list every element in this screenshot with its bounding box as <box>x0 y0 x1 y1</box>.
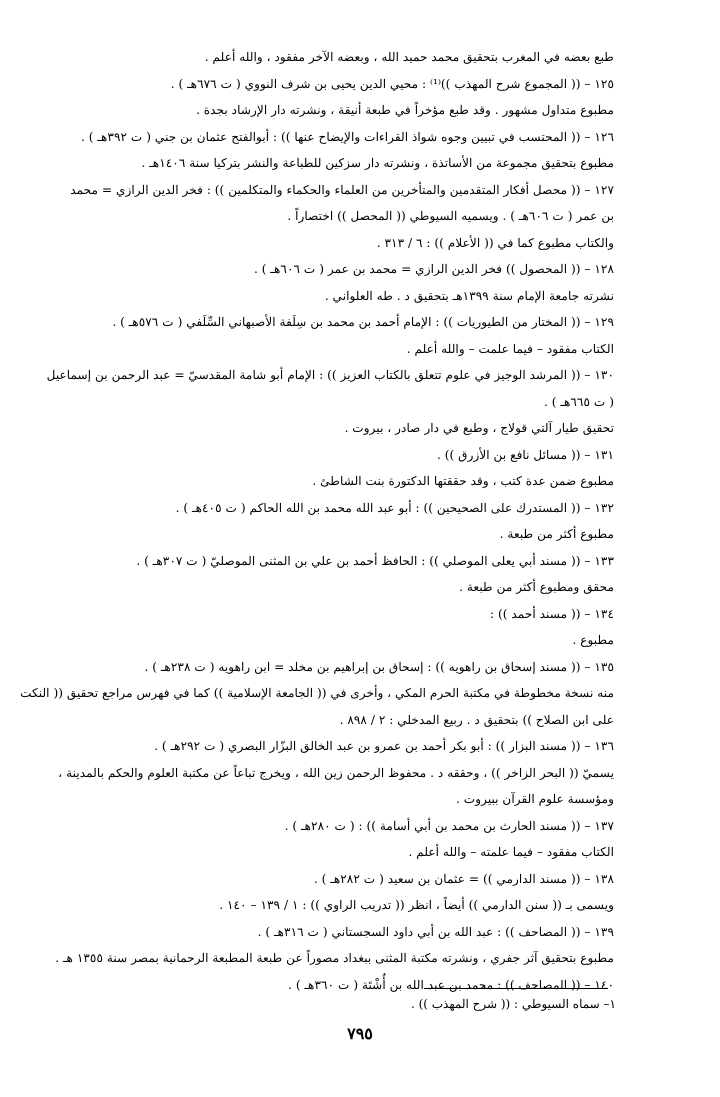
text-line: نشرته جامعة الإمام سنة ١٣٩٩هـ بتحقيق د . طه العلواني . <box>324 288 614 303</box>
page-number: ٧٩٥ <box>347 1024 373 1043</box>
text-line: والكتاب مطبوع كما في (( الأعلام )) : ٦ / ٣١٣ . <box>376 235 614 250</box>
text-line: ومؤسسة علوم القرآن ببيروت . <box>455 792 614 806</box>
entry-heading: ١٣٠ – (( المرشد الوجيز في علوم تتعلق بالكتاب العزيز )) : الإمام أبو شامة المقدسيّ = عبد الرحمن بن إسماعيل <box>46 368 614 382</box>
entry-heading: ١٢٧ – (( محصل أفكار المتقدمين والمتأخرين من العلماء والحكماء والمتكلمين )) : فخر الدين الرازي = محمد <box>70 182 614 197</box>
entry-heading: ١٣٩ – (( المصاحف )) : عبد الله بن أبي داود السجستاني ( ت ٣١٦هـ ) . <box>257 924 614 939</box>
entry-heading: ١٣٦ – (( مسند البزار )) : أبو بكر أحمد بن عمرو بن عبد الخالق البزّار البصري ( ت ٢٩٢هـ ) . <box>154 739 614 753</box>
entry-heading: ١٣١ – (( مسائل نافع بن الأزرق )) . <box>436 447 614 462</box>
entry-heading: ١٣٣ – (( مسند أبي يعلى الموصلي )) : الحافظ أحمد بن علي بن المثنى الموصليّ ( ت ٣٠٧هـ ) . <box>136 553 614 568</box>
text-line: ويسمى بـ (( سنن الدارمي )) أيضاً ، انظر (( تدريب الراوي )) : ١ / ١٣٩ – ١٤٠ . <box>219 898 614 912</box>
text-line: مطبوع ضمن عدة كتب ، وقد حققتها الدكتورة بنت الشاطئ . <box>312 474 614 488</box>
text-line: ( ت ٦٦٥هـ ) . <box>544 394 614 409</box>
text-line: الكتاب مفقود – فيما علمت – والله أعلم . <box>406 341 614 356</box>
text-line: محقق ومطبوع أكثر من طبعة . <box>459 580 614 594</box>
entry-heading: ١٣٢ – (( المستدرك على الصحيحين )) : أبو عبد الله محمد بن الله الحاكم ( ت ٤٠٥هـ ) . <box>175 500 614 515</box>
main-text <box>20 44 614 998</box>
text-line: مطبوع أكثر من طبعة . <box>499 527 614 541</box>
entry-heading: ١٢٥ – (( المجموع شرح المهذب ))⁽¹⁾ : محيي الدين يحيى بن شرف النووي ( ت ٦٧٦هـ ) . <box>170 76 614 91</box>
entry-heading: ١٣٥ – (( مسند إسحاق بن راهويه )) : إسحاق بن إبراهيم بن مخلد = ابن راهويه ( ت ٢٣٨هـ ) . <box>144 659 614 674</box>
entry-heading: ١٣٧ – (( مسند الحارث بن محمد بن أبي أسامة )) : ( ت ٢٨٠هـ ) . <box>284 818 614 833</box>
entry-heading: ١٣٨ – (( مسند الدارمي )) = عثمان بن سعيد ( ت ٢٨٢هـ ) . <box>313 871 614 886</box>
text-line: الكتاب مفقود – فيما علمته – والله أعلم . <box>408 845 614 859</box>
text-line: مطبوع بتحقيق آثر جفري ، ونشرته مكتبة المثنى ببغداد مصوراً عن طبعة المطبعة الرحمانية بمصر سنة ١٣٥٥ هـ . <box>55 951 614 965</box>
entry-heading: ١٢٨ – (( المحصول )) فخر الدين الرازي = محمد بن عمر ( ت ٦٠٦هـ ) . <box>254 262 614 276</box>
entry-heading: ١٢٩ – (( المختار من الطيوريات )) : الإمام أحمد بن محمد بن سِلَفة الأصبهاني السِّلَفي ( ت ٥٧٦هـ ) . <box>112 315 614 329</box>
footnote: ١– سماه السيوطي : (( شرح المهذب )) . <box>410 997 616 1011</box>
text-line: على ابن الصلاح )) بتحقيق د . ربيع المدخلي : ٢ / ٨٩٨ . <box>339 712 614 727</box>
entry-heading: ١٣٤ – (( مسند أحمد )) : <box>490 606 614 621</box>
text-line: يسميّ (( البحر الزاخر )) ، وحققه د . محفوظ الرحمن زين الله ، ويخرج تباعاً عن مكتبة العلوم والحكم بالمدينة ، <box>58 765 614 780</box>
text-line: طبع بعضه في المغرب بتحقيق محمد حميد الله ، وبعضه الآخر مفقود ، والله أعلم . <box>204 50 614 64</box>
text-line: تحقيق طيار آلتي قولاج ، وطبع في دار صادر ، بيروت . <box>344 421 614 435</box>
text-line: مطبوع بتحقيق مجموعة من الأساتذة ، ونشرته دار سزكين للطباعة والنشر بتركيا سنة ١٤٠٦هـ . <box>141 156 614 170</box>
footnote-divider <box>424 988 608 989</box>
entry-heading: ١٤٠ – (( المصاحف )) : محمد بن عبد الله بن أُشْتَة ( ت ٣٦٠هـ ) . <box>288 977 614 992</box>
text-line: مطبوع . <box>572 633 614 647</box>
entry-heading: ١٢٦ – (( المحتسب في تبيين وجوه شواذ القراءات والإيضاح عنها )) : أبوالفتح عثمان بن جني ( ت ٣٩٢هـ ) . <box>81 129 614 144</box>
text-line: بن عمر ( ت ٦٠٦هـ ) . ويسميه السيوطي (( المحصل )) اختصاراً . <box>287 209 614 223</box>
text-line: مطبوع متداول مشهور . وقد طبع مؤخراً في طبعة أنيقة ، ونشرته دار الإرشاد بجدة . <box>196 103 614 117</box>
text-line: منه نسخة مخطوطة في مكتبة الحرم المكي ، وأخرى في (( الجامعة الإسلامية )) كما في فهرس مراجع تحقيق (( النكت <box>20 686 614 700</box>
